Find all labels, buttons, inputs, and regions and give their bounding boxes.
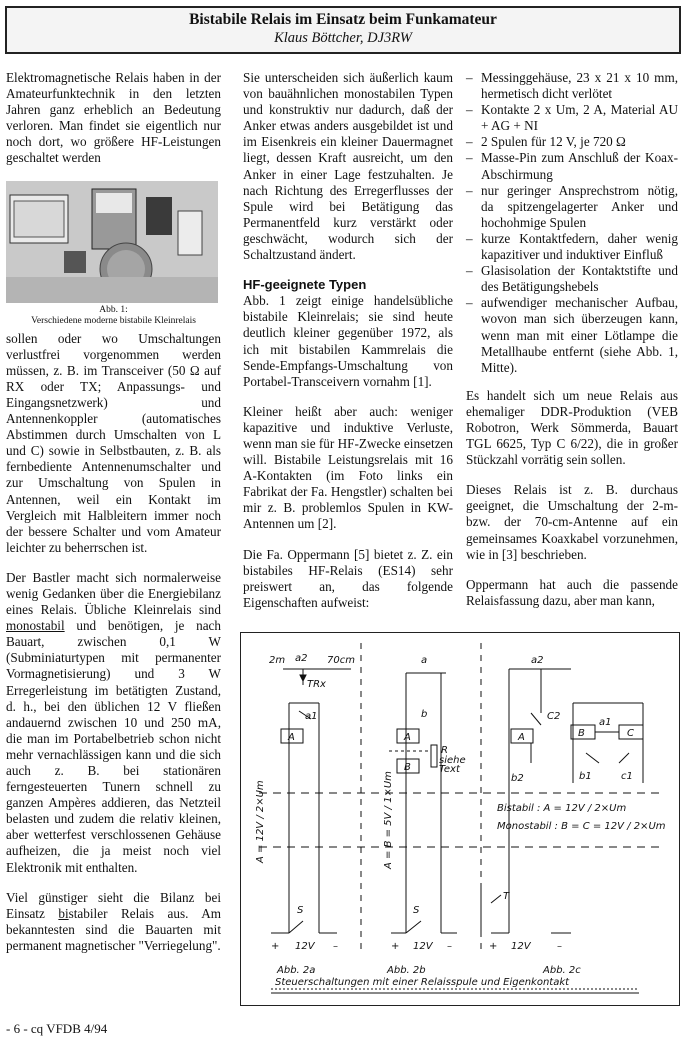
list-item: – Kontakte 2 x Um, 2 A, Material AU + AG + NI — [466, 102, 678, 134]
label-coil-A: A — [404, 732, 411, 743]
figure-caption — [6, 305, 221, 327]
figure-caption-text: Verschiedene moderne bistabile Kleinrelais — [31, 315, 196, 326]
label-a2: a2 — [531, 655, 544, 666]
label-12v: 12V — [511, 941, 531, 952]
label-plus: + — [489, 941, 498, 952]
list-item: – nur geringer Ansprechstrom nötig, da spitzengelagerter Anker und hochohmige Spulen — [466, 183, 678, 231]
paragraph: Es handelt sich um neue Relais aus ehemaliger DDR-Produktion (VEB Robotron, Werk Sömmerda, Bauart TGL 6625, Typ C 6/22), die in großer Stückzahl vorrätig sein sollen. — [466, 387, 678, 468]
article-title: Bistabile Relais im Einsatz beim Funkamateur — [189, 11, 497, 28]
paragraph: sollen oder wo Umschaltungen verlustfrei vorgenommen werden müssen, z. B. im Transceiver (50 Ω auf RX oder TX; Anpassungs- und Eingangsnetzwerk) und Antennenkoppler (automatisches Abstimmen durch Umschalten von L und C) sowie in Selbstbauten, z. B. als fernbediente Antennenumschalter und zur Umschaltung von Spulen in Antennen, weil ein Kontakt im Vergleich mit Halbleitern immer noch der bessere Schalter und vom Amateur leichter zu beherrschen ist. — [6, 330, 221, 555]
circuit-diagram — [240, 632, 680, 1006]
feature-list — [466, 70, 678, 376]
relay-photo — [6, 181, 218, 303]
paragraph: Der Bastler macht sich normalerweise wenig Gedanken über die Energiebilanz eines Relais. Übliche Kleinrelais sind monostabil und benötigen, je nach Bauart, zwischen 0,1 W (Subminiaturtypen mit permanenter Vormagnetisierung) und 3 W Erregerleistung im betätigten Zustand, d. h., bei den üblichen 12 V fließen andauernd zwischen 10 und 250 mA, die man im Portabelbetrieb schon nicht mehr vernachlässigen kann und die sich auch z. B. bei stationären ferngesteuerten Tunern schnell zu ganzen Ampères addieren, das Netzteil belasten und zudem die relativ kleinen, aber wetterfest verschlossenen Gehäuse aufheizen, die ja meist noch viel Elektronik mit enthalten. — [6, 569, 221, 875]
label-coil-spec: A = 12V / 2×Um — [255, 780, 266, 863]
list-item: – Messinggehäuse, 23 x 21 x 10 mm, hermetisch dicht verlötet — [466, 70, 678, 102]
label-b: b — [421, 709, 428, 720]
paragraph: Elektromagnetische Relais haben in der Amateurfunktechnik in den letzten Jahren ganz erheblich an Bedeutung verloren. Man findet sie eigentlich nur noch dort, wo größere HF-Leistungen geschaltet werden — [6, 70, 221, 166]
label-T: T — [503, 891, 510, 902]
label-c2: C2 — [547, 711, 561, 722]
label-plus: + — [271, 941, 280, 952]
label-12v: 12V — [295, 941, 315, 952]
paragraph: Kleiner heißt aber auch: weniger kapazitive und induktive Verluste, wenn man sie für HF-Zwecke einsetzen will. Bistabile Leistungsrelais mit 16 A-Kontakten (im Foto links ein Fabrikat der Fa. Hengstler) schalten bei mir z. B. problemlos Spulen in KW-Antennen um [2]. — [243, 403, 453, 532]
label-coil-C: C — [627, 728, 634, 739]
label-coil-B: B — [578, 728, 585, 739]
figure-label-2c: Abb. 2c — [543, 965, 581, 976]
list-item: – Masse-Pin zum Anschluß der Koax-Abschirmung — [466, 150, 678, 182]
title-box — [5, 6, 681, 54]
section-heading: HF-geeignete Typen — [243, 277, 367, 293]
label-12v: 12V — [413, 941, 433, 952]
list-item: – aufwendiger mechanischer Aufbau, wovon man sich überzeugen kann, wenn man mit einer Lötlampe die Metallhaube entfernt (siehe Abb. 1, Mitte). — [466, 295, 678, 375]
list-item: – 2 Spulen für 12 V, je 720 Ω — [466, 134, 678, 150]
column-middle — [243, 70, 453, 625]
paragraph: Oppermann hat auch die passende Relaisfassung dazu, aber man kann, — [466, 576, 678, 608]
paragraph: Die Fa. Oppermann [5] bietet z. Z. ein bistabiles HF-Relais (ES14) sehr preiswert an, das folgende Eigenschaften aufweist: — [243, 546, 453, 610]
label-coil-A: A — [518, 732, 525, 743]
diagram-caption: Steuerschaltungen mit einer Relaisspule und Eigenkontakt — [275, 977, 570, 988]
label-trx: TRx — [307, 679, 326, 690]
label-b1: b1 — [579, 771, 592, 782]
label-minus: – — [557, 941, 562, 952]
label-R: R — [441, 745, 448, 756]
paragraph: Dieses Relais ist z. B. durchaus geeignet, die Umschaltung der 2-m- bzw. der 70-cm-Antenne auf ein gemeinsames Koaxkabel vorzunehmen, wie in [3] beschrieben. — [466, 482, 678, 562]
figure-label-2a: Abb. 2a — [277, 965, 316, 976]
label-70cm: 70cm — [327, 655, 355, 666]
label-bistabil: Bistabil : A = 12V / 2×Um — [497, 803, 627, 814]
label-coil-spec: A = B = 5V / 1×Um — [383, 771, 394, 869]
label-a1: a1 — [305, 711, 318, 722]
label-2m: 2m — [269, 655, 286, 666]
figure-label-2b: Abb. 2b — [387, 965, 426, 976]
paragraph: Viel günstiger sieht die Bilanz bei Einsatz bistabiler Relais aus. Am bekanntesten sind die Bauarten mit permanent magnetischer "Verriegelung". — [6, 889, 221, 953]
label-text: Text — [439, 764, 460, 775]
paragraph: Sie unterscheiden sich äußerlich kaum von bauähnlichen monostabilen Typen und konstruktiv nur dadurch, daß der Anker etwas anders ausgebildet ist und im Eisenkreis ein kleiner Dauermagnet liegt, dessen Kraft ausreicht, um den Anker in einer Lage festzuhalten. Je nach Richtung des Erregerflusses der Spule wird bei Betätigung das Permanentfeld kurz verstärkt oder geschwächt, wodurch sich der Schaltzustand ändert. — [243, 70, 453, 263]
label-minus: – — [333, 941, 338, 952]
figure-label: Abb. 1: — [99, 304, 128, 315]
column-right — [466, 70, 678, 623]
column-left — [6, 70, 221, 968]
page-footer: - 6 - cq VFDB 4/94 — [6, 1021, 108, 1036]
label-switch-S: S — [413, 905, 420, 916]
label-monostabil: Monostabil : B = C = 12V / 2×Um — [497, 821, 666, 832]
label-siehe: siehe — [439, 755, 466, 766]
label-a2: a2 — [295, 653, 308, 664]
label-a: a — [421, 655, 428, 666]
label-plus: + — [391, 941, 400, 952]
label-coil-B: B — [404, 762, 411, 773]
label-switch-S: S — [297, 905, 304, 916]
label-minus: – — [447, 941, 452, 952]
paragraph: Abb. 1 zeigt einige handelsübliche bistabile Kleinrelais; sie sind heute deutlich kleiner gegenüber 1972, als ich mit bistabilen Kammrelais die Sende-Empfangs-Umschaltung von Portabel-Transceivern vornahm [1]. — [243, 293, 453, 389]
label-coil-A: A — [288, 732, 295, 743]
label-b2: b2 — [511, 773, 524, 784]
label-a1: a1 — [599, 717, 612, 728]
label-c1: c1 — [621, 771, 633, 782]
article-author: Klaus Böttcher, DJ3RW — [274, 30, 412, 46]
list-item: – Glasisolation der Kontaktstifte und des Betätigungshebels — [466, 263, 678, 295]
list-item: – kurze Kontaktfedern, daher wenig kapazitiver und induktiver Einfluß — [466, 231, 678, 263]
